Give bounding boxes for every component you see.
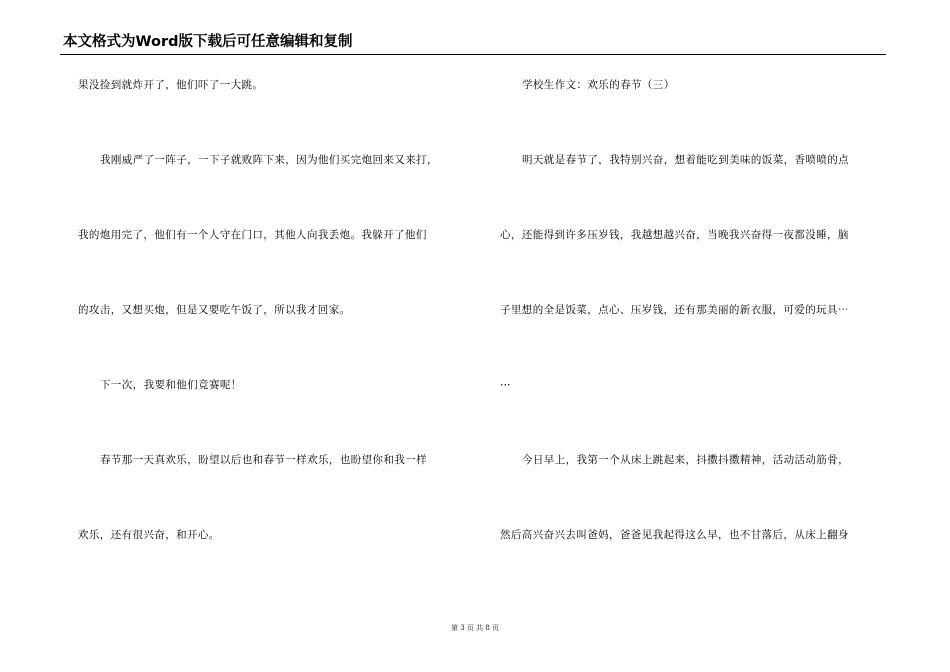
text-line: 春节那一天真欢乐，盼望以后也和春节一样欢乐，也盼望你和我一样 (100, 454, 427, 466)
header-divider (60, 54, 886, 55)
text-line: 欢乐，还有很兴奋，和开心。 (78, 529, 220, 541)
text-line: 子里想的全是饭菜，点心、压岁钱，还有那美丽的新衣服，可爱的玩具⋯ (500, 304, 849, 316)
text-line: ⋯ (500, 379, 511, 391)
text-line: 我刚威严了一阵子，一下子就败阵下来，因为他们买完炮回来又来打， (100, 154, 438, 166)
text-line: 然后高兴奋兴去叫爸妈，爸爸见我起得这么早，也不甘落后，从床上翻身 (500, 529, 849, 541)
text-line: 果没捡到就炸开了，他们吓了一大跳。 (78, 79, 264, 91)
text-line: 今日早上，我第一个从床上跳起来，抖擞抖擞精神，活动活动筋骨， (522, 454, 849, 466)
text-line: 的攻击，又想买炮，但是又要吃午饭了，所以我才回家。 (78, 304, 351, 316)
document-header-title: 本文格式为Word版下载后可任意编辑和复制 (63, 34, 353, 50)
text-line: 我的炮用完了，他们有一个人守在门口，其他人向我丢炮。我躲开了他们 (78, 229, 427, 241)
text-line: 心，还能得到许多压岁钱，我越想越兴奋，当晚我兴奋得一夜都没睡，脑 (500, 229, 849, 241)
text-line: 明天就是春节了，我特别兴奋，想着能吃到美味的饭菜，香喷喷的点 (522, 154, 849, 166)
section-heading: 学校生作文：欢乐的春节（三） (522, 79, 675, 91)
page-number-footer: 第 3 页 共 8 页 (450, 624, 500, 632)
text-line: 下一次，我要和他们竞赛呢！ (100, 379, 242, 391)
